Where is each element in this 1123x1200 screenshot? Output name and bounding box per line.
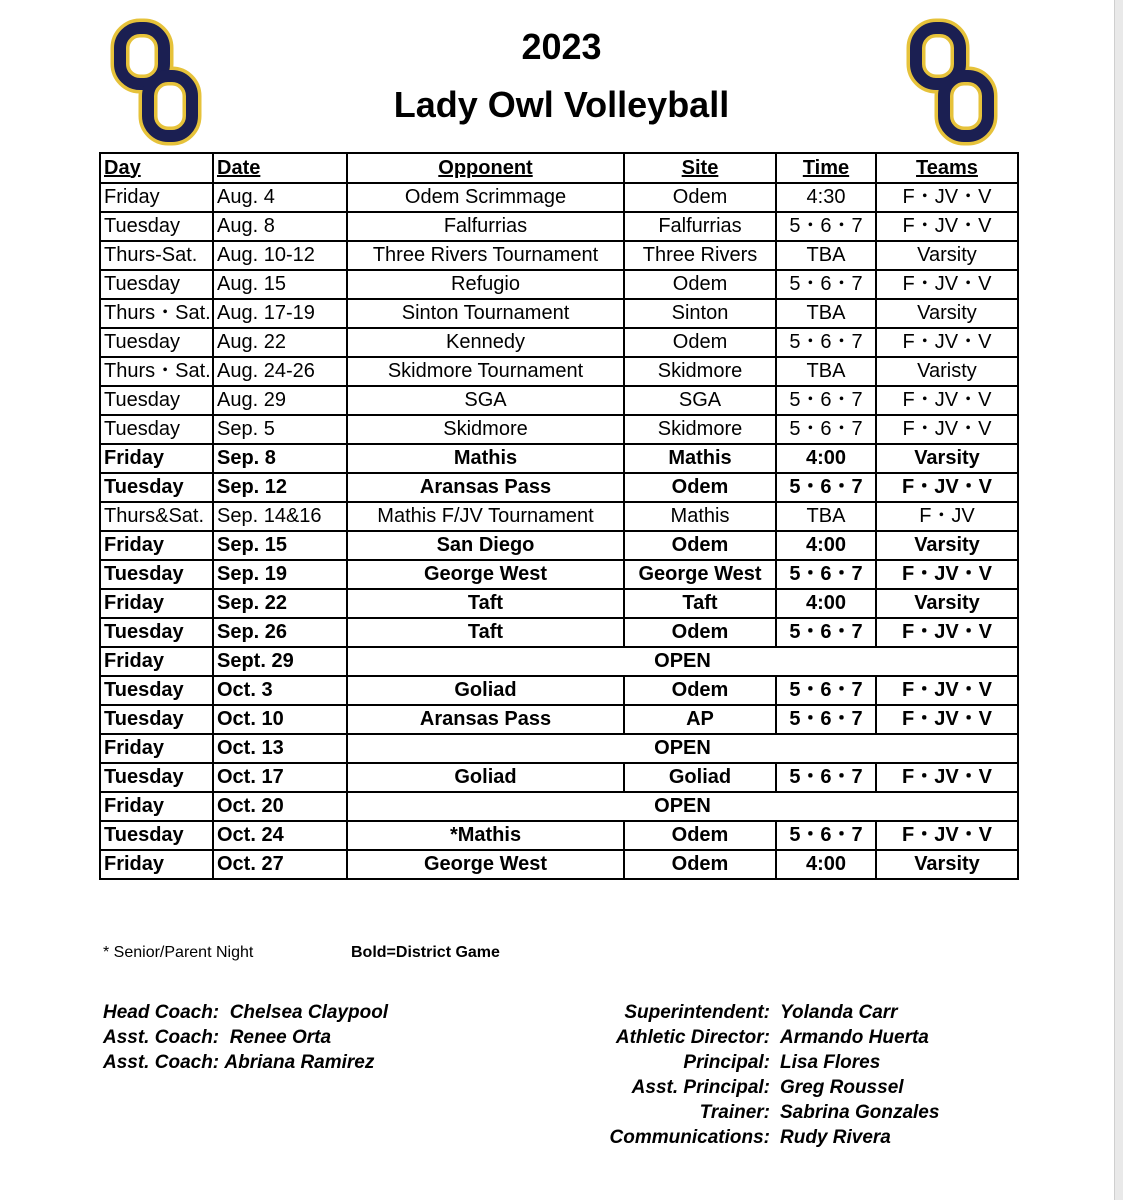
- schedule-row: [100, 792, 1018, 821]
- cell-opponent: Three Rivers Tournament: [347, 241, 624, 270]
- cell-opponent: Odem Scrimmage: [347, 183, 624, 212]
- cell-teams: F・JV・V: [876, 415, 1018, 444]
- cell-date: Sep. 12: [213, 473, 347, 502]
- cell-day: Tuesday: [100, 415, 213, 444]
- cell-teams: F・JV・V: [876, 473, 1018, 502]
- admin-row: [560, 1100, 939, 1125]
- cell-site: Odem: [624, 618, 776, 647]
- cell-open: OPEN: [347, 647, 1018, 676]
- cell-date: Sep. 5: [213, 415, 347, 444]
- schedule-row: [100, 618, 1018, 647]
- header-date: Date: [213, 153, 347, 183]
- cell-opponent: Goliad: [347, 763, 624, 792]
- cell-opponent: George West: [347, 850, 624, 879]
- cell-date: Aug. 10-12: [213, 241, 347, 270]
- cell-day: Thurs-Sat.: [100, 241, 213, 270]
- cell-day: Thurs・Sat.: [100, 299, 213, 328]
- cell-time: 5・6・7: [776, 618, 876, 647]
- cell-time: 5・6・7: [776, 821, 876, 850]
- coach-name: Abriana Ramirez: [224, 1052, 375, 1073]
- cell-site: Odem: [624, 328, 776, 357]
- cell-day: Friday: [100, 531, 213, 560]
- cell-time: 5・6・7: [776, 560, 876, 589]
- cell-site: Skidmore: [624, 415, 776, 444]
- cell-site: Odem: [624, 473, 776, 502]
- admin-row: [560, 1050, 939, 1075]
- cell-day: Tuesday: [100, 560, 213, 589]
- admin-row: [560, 1075, 939, 1100]
- cell-site: Three Rivers: [624, 241, 776, 270]
- cell-date: Oct. 10: [213, 705, 347, 734]
- cell-date: Oct. 13: [213, 734, 347, 763]
- cell-time: 5・6・7: [776, 676, 876, 705]
- header-row: [100, 153, 1018, 183]
- cell-day: Thurs・Sat.: [100, 357, 213, 386]
- cell-date: Sep. 26: [213, 618, 347, 647]
- district-game-legend: Bold=District Game: [351, 944, 500, 961]
- cell-date: Aug. 29: [213, 386, 347, 415]
- cell-teams: F・JV・V: [876, 183, 1018, 212]
- schedule-row: [100, 270, 1018, 299]
- cell-day: Friday: [100, 444, 213, 473]
- cell-time: 5・6・7: [776, 270, 876, 299]
- cell-time: TBA: [776, 357, 876, 386]
- schedule-row: [100, 241, 1018, 270]
- cell-opponent: Mathis: [347, 444, 624, 473]
- coach-name: Chelsea Claypool: [229, 1002, 389, 1023]
- cell-day: Tuesday: [100, 705, 213, 734]
- cell-teams: F・JV・V: [876, 821, 1018, 850]
- cell-open: OPEN: [347, 734, 1018, 763]
- cell-teams: F・JV・V: [876, 560, 1018, 589]
- schedule-row: [100, 502, 1018, 531]
- schedule-row: [100, 850, 1018, 879]
- cell-date: Sep. 19: [213, 560, 347, 589]
- cell-time: 5・6・7: [776, 473, 876, 502]
- cell-time: 5・6・7: [776, 705, 876, 734]
- cell-teams: Varsity: [876, 444, 1018, 473]
- cell-teams: F・JV・V: [876, 386, 1018, 415]
- cell-day: Tuesday: [100, 821, 213, 850]
- schedule-row: [100, 763, 1018, 792]
- header-site: Site: [624, 153, 776, 183]
- schedule-table: [99, 152, 1019, 880]
- cell-time: 5・6・7: [776, 763, 876, 792]
- schedule-row: [100, 647, 1018, 676]
- cell-day: Thurs&Sat.: [100, 502, 213, 531]
- admin-label: Principal:: [683, 1052, 770, 1073]
- cell-site: Odem: [624, 531, 776, 560]
- cell-open: OPEN: [347, 792, 1018, 821]
- coach-row: [103, 1025, 388, 1050]
- coach-name: Renee Orta: [229, 1027, 332, 1048]
- cell-time: 4:00: [776, 444, 876, 473]
- coach-row: [103, 1000, 388, 1025]
- cell-teams: Varsity: [876, 531, 1018, 560]
- admin-label: Trainer:: [699, 1102, 770, 1123]
- cell-opponent: Mathis F/JV Tournament: [347, 502, 624, 531]
- cell-date: Aug. 15: [213, 270, 347, 299]
- cell-site: Mathis: [624, 444, 776, 473]
- cell-date: Oct. 17: [213, 763, 347, 792]
- cell-time: TBA: [776, 502, 876, 531]
- cell-date: Oct. 27: [213, 850, 347, 879]
- cell-teams: F・JV・V: [876, 763, 1018, 792]
- schedule-row: [100, 589, 1018, 618]
- cell-site: Odem: [624, 821, 776, 850]
- cell-opponent: Goliad: [347, 676, 624, 705]
- cell-site: Goliad: [624, 763, 776, 792]
- cell-opponent: Sinton Tournament: [347, 299, 624, 328]
- header-teams: Teams: [876, 153, 1018, 183]
- admin-label: Superintendent:: [624, 1002, 770, 1023]
- cell-day: Tuesday: [100, 386, 213, 415]
- cell-date: Aug. 22: [213, 328, 347, 357]
- schedule-title: Lady Owl Volleyball: [393, 84, 730, 125]
- cell-site: AP: [624, 705, 776, 734]
- cell-date: Oct. 3: [213, 676, 347, 705]
- cell-opponent: Kennedy: [347, 328, 624, 357]
- cell-day: Friday: [100, 792, 213, 821]
- cell-day: Tuesday: [100, 473, 213, 502]
- cell-site: Taft: [624, 589, 776, 618]
- cell-site: SGA: [624, 386, 776, 415]
- cell-site: Skidmore: [624, 357, 776, 386]
- cell-time: 4:00: [776, 531, 876, 560]
- cell-day: Friday: [100, 647, 213, 676]
- cell-time: 5・6・7: [776, 212, 876, 241]
- cell-date: Aug. 4: [213, 183, 347, 212]
- schedule-body: [100, 183, 1018, 879]
- cell-time: 5・6・7: [776, 328, 876, 357]
- cell-date: Aug. 24-26: [213, 357, 347, 386]
- coaches-list: [103, 1000, 388, 1075]
- cell-site: Odem: [624, 183, 776, 212]
- cell-site: Falfurrias: [624, 212, 776, 241]
- cell-teams: F・JV・V: [876, 270, 1018, 299]
- cell-day: Friday: [100, 850, 213, 879]
- cell-teams: F・JV・V: [876, 328, 1018, 357]
- admin-label: Communications:: [609, 1127, 770, 1148]
- cell-opponent: Aransas Pass: [347, 473, 624, 502]
- cell-site: Mathis: [624, 502, 776, 531]
- cell-day: Tuesday: [100, 618, 213, 647]
- admin-label: Asst. Principal:: [631, 1077, 770, 1098]
- cell-day: Friday: [100, 589, 213, 618]
- cell-teams: Varsity: [876, 299, 1018, 328]
- cell-teams: F・JV: [876, 502, 1018, 531]
- cell-day: Friday: [100, 734, 213, 763]
- admin-name: Armando Huerta: [780, 1027, 929, 1048]
- cell-opponent: George West: [347, 560, 624, 589]
- cell-date: Oct. 24: [213, 821, 347, 850]
- schedule-row: [100, 473, 1018, 502]
- coach-label: Asst. Coach:: [103, 1027, 220, 1048]
- cell-teams: Varsity: [876, 850, 1018, 879]
- cell-teams: F・JV・V: [876, 212, 1018, 241]
- schedule-row: [100, 676, 1018, 705]
- schedule-row: [100, 531, 1018, 560]
- cell-opponent: Skidmore: [347, 415, 624, 444]
- cell-opponent: Skidmore Tournament: [347, 357, 624, 386]
- schedule-row: [100, 183, 1018, 212]
- cell-date: Sep. 15: [213, 531, 347, 560]
- schedule-row: [100, 328, 1018, 357]
- cell-opponent: SGA: [347, 386, 624, 415]
- admin-row: [560, 1000, 939, 1025]
- schedule-row: [100, 705, 1018, 734]
- schedule-row: [100, 212, 1018, 241]
- cell-site: George West: [624, 560, 776, 589]
- coach-label: Asst. Coach:: [103, 1052, 220, 1073]
- cell-teams: F・JV・V: [876, 618, 1018, 647]
- schedule-row: [100, 560, 1018, 589]
- cell-date: Sep. 22: [213, 589, 347, 618]
- cell-site: Sinton: [624, 299, 776, 328]
- schedule-row: [100, 415, 1018, 444]
- admin-label: Athletic Director:: [615, 1027, 770, 1048]
- cell-day: Friday: [100, 183, 213, 212]
- coach-row: [103, 1050, 388, 1075]
- admin-name: Lisa Flores: [780, 1052, 881, 1073]
- admin-name: Greg Roussel: [780, 1077, 904, 1098]
- cell-time: 4:30: [776, 183, 876, 212]
- cell-opponent: Falfurrias: [347, 212, 624, 241]
- cell-opponent: Taft: [347, 589, 624, 618]
- cell-opponent: Aransas Pass: [347, 705, 624, 734]
- admin-row: [560, 1125, 939, 1150]
- schedule-row: [100, 821, 1018, 850]
- cell-date: Sept. 29: [213, 647, 347, 676]
- cell-opponent: San Diego: [347, 531, 624, 560]
- cell-teams: Varsity: [876, 589, 1018, 618]
- admin-row: [560, 1025, 939, 1050]
- cell-time: 4:00: [776, 850, 876, 879]
- cell-day: Tuesday: [100, 270, 213, 299]
- cell-day: Tuesday: [100, 212, 213, 241]
- cell-date: Aug. 17-19: [213, 299, 347, 328]
- cell-teams: F・JV・V: [876, 676, 1018, 705]
- cell-site: Odem: [624, 850, 776, 879]
- cell-site: Odem: [624, 270, 776, 299]
- cell-time: TBA: [776, 241, 876, 270]
- senior-night-note: * Senior/Parent Night: [103, 944, 254, 961]
- cell-opponent: *Mathis: [347, 821, 624, 850]
- cell-day: Tuesday: [100, 763, 213, 792]
- schedule-row: [100, 734, 1018, 763]
- schedule-row: [100, 299, 1018, 328]
- cell-date: Oct. 20: [213, 792, 347, 821]
- header-day: Day: [100, 153, 213, 183]
- admin-name: Yolanda Carr: [780, 1002, 898, 1023]
- page-edge: [1114, 0, 1123, 1200]
- schedule-row: [100, 357, 1018, 386]
- cell-time: 5・6・7: [776, 415, 876, 444]
- header-time: Time: [776, 153, 876, 183]
- cell-time: TBA: [776, 299, 876, 328]
- cell-teams: Varisty: [876, 357, 1018, 386]
- cell-time: 4:00: [776, 589, 876, 618]
- cell-time: 5・6・7: [776, 386, 876, 415]
- cell-day: Tuesday: [100, 676, 213, 705]
- coach-label: Head Coach:: [103, 1002, 220, 1023]
- schedule-row: [100, 444, 1018, 473]
- schedule-year: 2023: [521, 26, 602, 67]
- cell-date: Aug. 8: [213, 212, 347, 241]
- header-opponent: Opponent: [347, 153, 624, 183]
- admin-list: [560, 1000, 939, 1150]
- admin-name: Sabrina Gonzales: [780, 1102, 940, 1123]
- cell-site: Odem: [624, 676, 776, 705]
- admin-name: Rudy Rivera: [780, 1127, 891, 1148]
- schedule-row: [100, 386, 1018, 415]
- cell-teams: F・JV・V: [876, 705, 1018, 734]
- cell-opponent: Refugio: [347, 270, 624, 299]
- cell-teams: Varsity: [876, 241, 1018, 270]
- cell-date: Sep. 14&16: [213, 502, 347, 531]
- cell-date: Sep. 8: [213, 444, 347, 473]
- cell-day: Tuesday: [100, 328, 213, 357]
- cell-opponent: Taft: [347, 618, 624, 647]
